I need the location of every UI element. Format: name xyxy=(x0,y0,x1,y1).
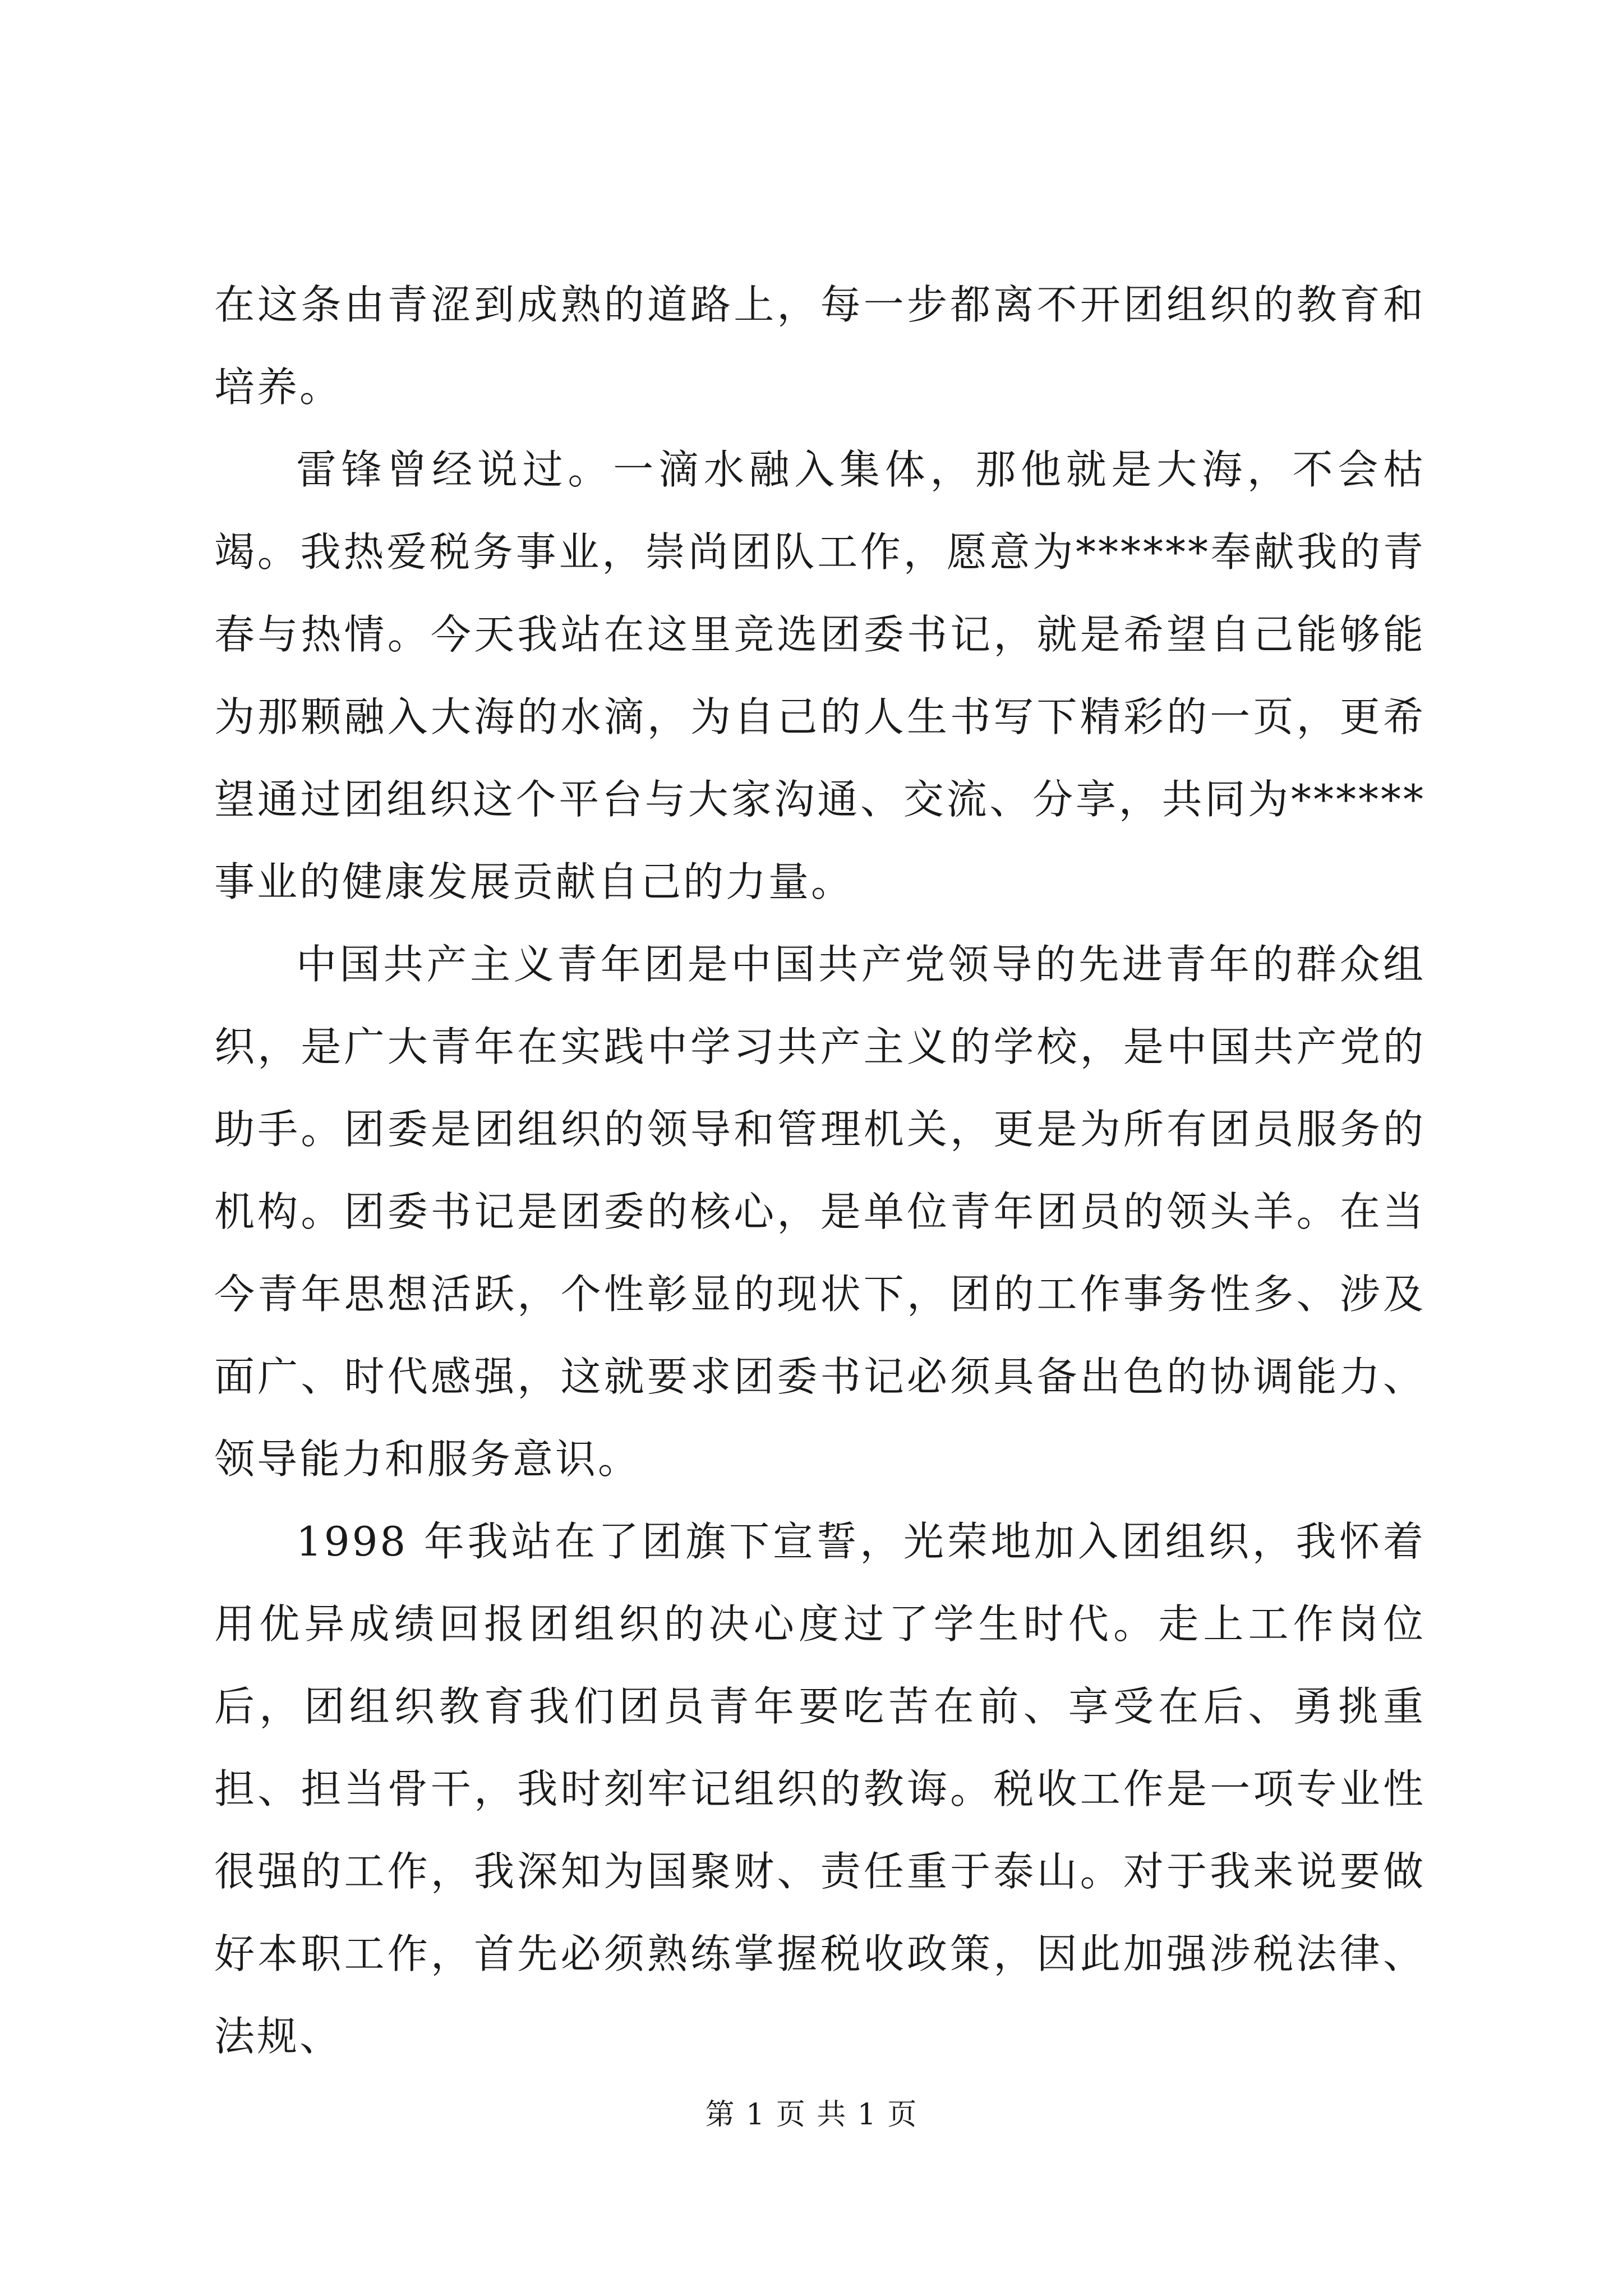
document-body xyxy=(214,264,1426,2078)
paragraph-1: 在这条由青涩到成熟的道路上，每一步都离不开团组织的教育和培养。 xyxy=(214,281,1426,411)
page-footer: 第 1 页 共 1 页 xyxy=(705,2098,918,2132)
paragraph-4: 1998 年我站在了团旗下宣誓，光荣地加入团组织，我怀着用优异成绩回报团组织的决心度过了学生时代。走上工作岗位后，团组织教育我们团员青年要吃苦在前、享受在后、勇挑重担、担当骨干，我时刻牢记组织的教诲。税收工作是一项专业性很强的工作，我深知为国聚财、责任重于泰山。对于我来说要做好本职工作，首先必须熟练掌握税收政策，因此加强涉税法律、法规、 xyxy=(214,1518,1426,2060)
paragraph-3: 中国共产主义青年团是中国共产党领导的先进青年的群众组织，是广大青年在实践中学习共产主义的学校，是中国共产党的助手。团委是团组织的领导和管理机关，更是为所有团员服务的机构。团委书记是团委的核心，是单位青年团员的领头羊。在当今青年思想活跃，个性彰显的现状下，团的工作事务性多、涉及面广、时代感强，这就要求团委书记必须具备出色的协调能力、领导能力和服务意识。 xyxy=(214,941,1426,1483)
paragraph-2: 雷锋曾经说过。一滴水融入集体，那他就是大海，不会枯竭。我热爱税务事业，崇尚团队工作，愿意为******奉献我的青春与热情。今天我站在这里竞选团委书记，就是希望自己能够能为那颗融入大海的水滴，为自己的人生书写下精彩的一页，更希望通过团组织这个平台与大家沟通、交流、分享，共同为******事业的健康发展贡献自己的力量。 xyxy=(214,446,1426,905)
